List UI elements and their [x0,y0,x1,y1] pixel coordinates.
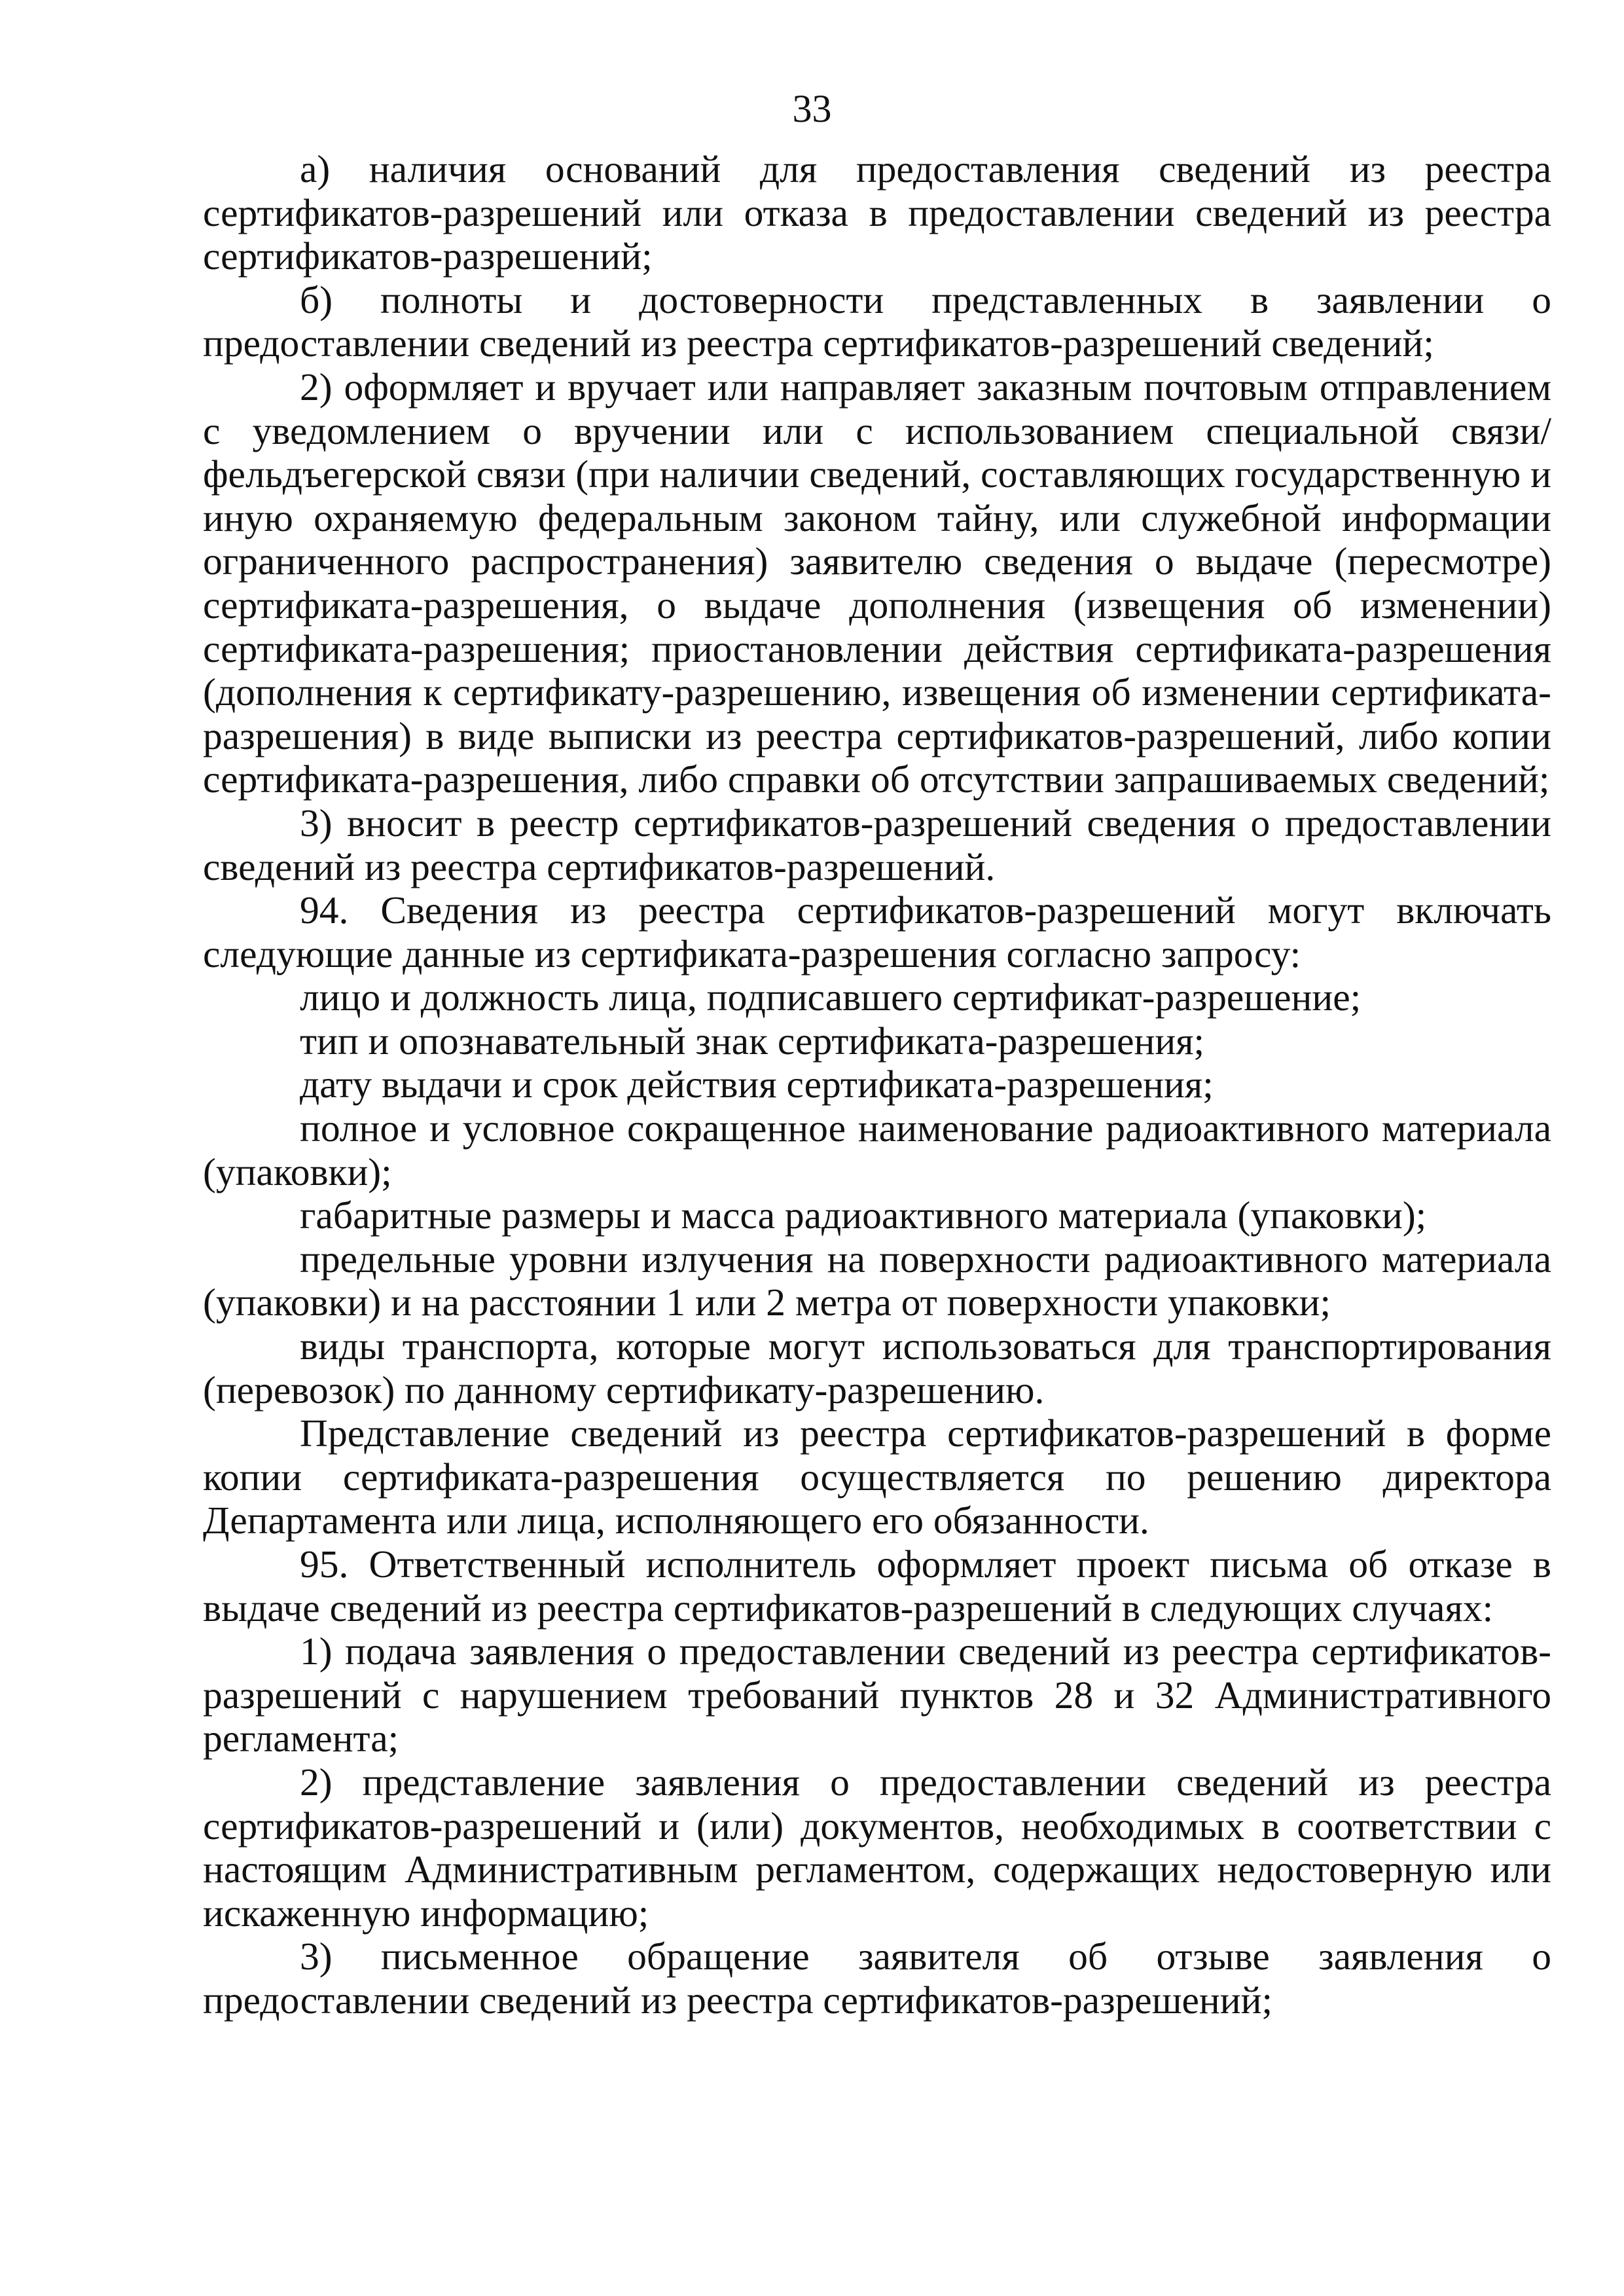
refusal-case-2: 2) представление заявления о предоставлении сведений из реестра сертификатов-разрешений и (или) документов, необходимых в соответствии с настоящим Административным регламентом, содержащих недостоверную или искаженную информацию; [203,1760,1551,1935]
list-item-dimensions-mass: габаритные размеры и масса радиоактивного материала (упаковки); [300,1194,1427,1237]
paragraph-3-records-registry: 3) вносит в реестр сертификатов-разрешений сведения о предоставлении сведений из реестра сертификатов-разрешений. [203,801,1551,888]
list-item-type-mark: тип и опознавательный знак сертификата-разрешения; [300,1019,1205,1063]
list-item-issue-date: дату выдачи и срок действия сертификата-разрешения; [300,1063,1214,1106]
paragraph-95-refusal: 95. Ответственный исполнитель оформляет проект письма об отказе в выдаче сведений из реестра сертификатов-разрешений в следующих случаях: [203,1542,1551,1630]
list-item-radiation-levels: предельные уровни излучения на поверхности радиоактивного материала (упаковки) и на расстоянии 1 или 2 метра от поверхности упаковки; [203,1237,1551,1324]
document-body [203,147,1551,2022]
paragraph-2-issues-information: 2) оформляет и вручает или направляет заказным почтовым отправлением с уведомлением о вручении или с использованием специальной связи/фельдъегерской связи (при наличии сведений, составляющих государственную и иную охраняемую федеральным законом тайну, или служебной информации ограниченного распространения) заявителю сведения о выдаче (пересмотре) сертификата-разрешения, о выдаче дополнения (извещения об изменении) сертификата-разрешения; приостановлении действия сертификата-разрешения (дополнения к сертификату-разрешению, извещения об изменении сертификата-разрешения) в виде выписки из реестра сертификатов-разрешений, либо копии сертификата-разрешения, либо справки об отсутствии запрашиваемых сведений; [203,365,1551,801]
paragraph-copy-provision: Представление сведений из реестра сертификатов-разрешений в форме копии сертификата-разрешения осуществляется по решению директора Департамента или лица, исполняющего его обязанности. [203,1412,1551,1542]
list-item-transport-types: виды транспорта, которые могут использоваться для транспортирования (перевозок) по данному сертификату-разрешению. [203,1324,1551,1412]
list-item-material-name: полное и условное сокращенное наименование радиоактивного материала (упаковки); [203,1106,1551,1194]
list-item-signer: лицо и должность лица, подписавшего сертификат-разрешение; [300,975,1362,1019]
paragraph-b-completeness: б) полноты и достоверности представленных в заявлении о предоставлении сведений из реестра сертификатов-разрешений сведений; [203,278,1551,365]
paragraph-94-registry-data: 94. Сведения из реестра сертификатов-разрешений могут включать следующие данные из сертификата-разрешения согласно запросу: [203,888,1551,975]
paragraph-a-grounds: а) наличия оснований для предоставления сведений из реестра сертификатов-разрешений или отказа в предоставлении сведений из реестра сертификатов-разрешений; [203,147,1551,278]
refusal-case-3: 3) письменное обращение заявителя об отзыве заявления о предоставлении сведений из реестра сертификатов-разрешений; [203,1935,1551,2022]
refusal-case-1: 1) подача заявления о предоставлении сведений из реестра сертификатов-разрешений с нарушением требований пунктов 28 и 32 Административного регламента; [203,1630,1551,1760]
page-number: 33 [792,87,832,130]
